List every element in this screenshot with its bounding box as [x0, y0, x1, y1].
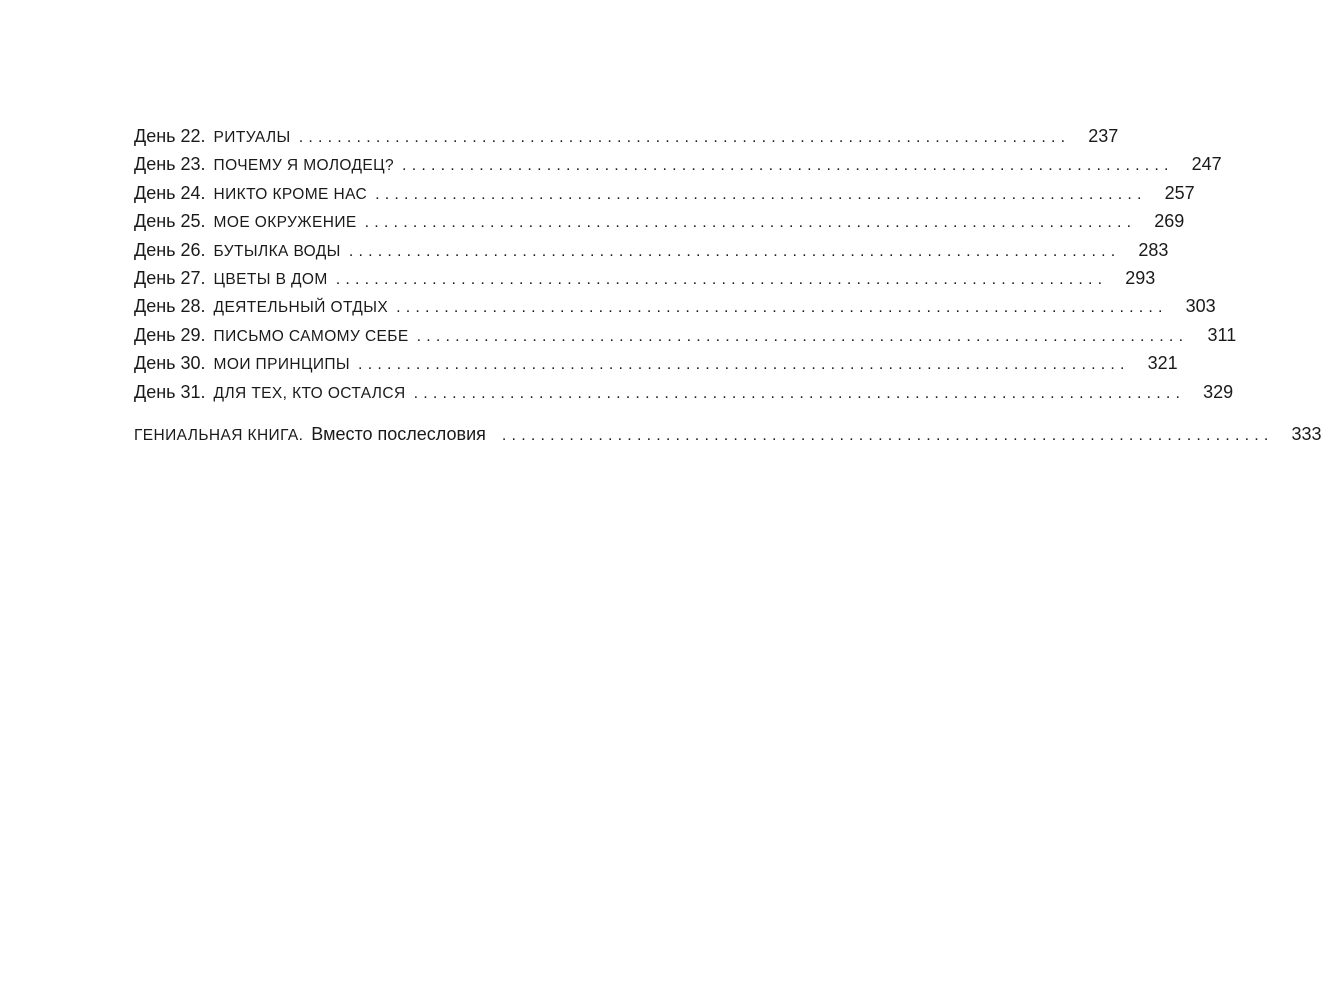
toc-entry-afterword [134, 420, 1322, 448]
toc-entry-day-27 [134, 264, 1156, 292]
toc-page-number: 311 [1207, 324, 1237, 345]
toc-chapter-title: НИКТО КРОМЕ НАС [213, 185, 368, 203]
toc-page-number: 321 [1147, 353, 1178, 374]
toc-day-label: День 30. [134, 353, 206, 374]
toc-day-label: День 26. [134, 239, 206, 260]
toc-day-label: День 22. [134, 126, 206, 146]
toc-entry-day-30 [134, 349, 1178, 377]
toc-day-label: День 25. [134, 211, 206, 232]
dot-leader: ................................................................................ [402, 157, 1174, 175]
toc-chapter-title: МОЕ ОКРУЖЕНИЕ [213, 214, 357, 232]
toc-page-number: 329 [1203, 381, 1234, 402]
toc-page-number: 257 [1164, 182, 1195, 203]
toc-page-number: 237 [1088, 126, 1119, 146]
dot-leader: ................................................................................ [375, 185, 1147, 203]
dot-leader: ................................................................................ [298, 129, 1071, 146]
dot-leader: ................................................................................ [501, 426, 1274, 444]
toc-chapter-title: БУТЫЛКА ВОДЫ [213, 242, 341, 260]
dot-leader: ................................................................................ [364, 214, 1137, 232]
toc-day-label: День 28. [134, 296, 206, 317]
toc-page-number: 269 [1154, 211, 1185, 232]
toc-day-label: День 23. [134, 154, 206, 175]
toc-entry-day-25 [134, 207, 1185, 235]
dot-leader: ................................................................................ [358, 356, 1130, 374]
toc-page-number: 293 [1125, 267, 1156, 288]
toc-entry-day-28 [134, 292, 1216, 320]
dot-leader: ................................................................................ [335, 270, 1108, 288]
afterword-title: ГЕНИАЛЬНАЯ КНИГА. [134, 426, 304, 444]
toc-chapter-title: ДЕЯТЕЛЬНЫЙ ОТДЫХ [213, 299, 389, 317]
toc-page-number: 247 [1191, 154, 1222, 175]
toc-entry-day-29 [134, 321, 1237, 349]
toc-page-number: 283 [1138, 239, 1169, 260]
toc-entry-day-31 [134, 378, 1234, 406]
toc-day-label: День 29. [134, 324, 206, 345]
toc-chapter-title: ЦВЕТЫ В ДОМ [213, 270, 328, 288]
toc-chapter-title: РИТУАЛЫ [213, 129, 291, 146]
toc-day-label: День 27. [134, 267, 206, 288]
dot-leader: ................................................................................ [416, 327, 1189, 345]
toc-chapter-title: МОИ ПРИНЦИПЫ [213, 356, 351, 374]
dot-leader: ................................................................................ [348, 242, 1121, 260]
toc-entry-day-22 [134, 122, 1119, 150]
toc-entry-day-23 [134, 150, 1222, 178]
toc-day-label: День 31. [134, 381, 206, 402]
toc-page-number: 303 [1185, 296, 1216, 317]
toc-entry-day-24 [134, 179, 1195, 207]
toc-chapter-title: ПОЧЕМУ Я МОЛОДЕЦ? [213, 157, 395, 175]
dot-leader: ................................................................................ [413, 384, 1186, 402]
toc-page-number: 333 [1291, 423, 1322, 444]
toc-entry-day-26 [134, 236, 1169, 264]
toc-chapter-title: ПИСЬМО САМОМУ СЕБЕ [213, 327, 409, 345]
table-of-contents [134, 122, 1322, 448]
toc-day-label: День 24. [134, 182, 206, 203]
afterword-subtitle: Вместо послесловия [311, 423, 486, 444]
toc-chapter-title: ДЛЯ ТЕХ, КТО ОСТАЛСЯ [213, 384, 406, 402]
dot-leader: ................................................................................ [396, 299, 1168, 317]
